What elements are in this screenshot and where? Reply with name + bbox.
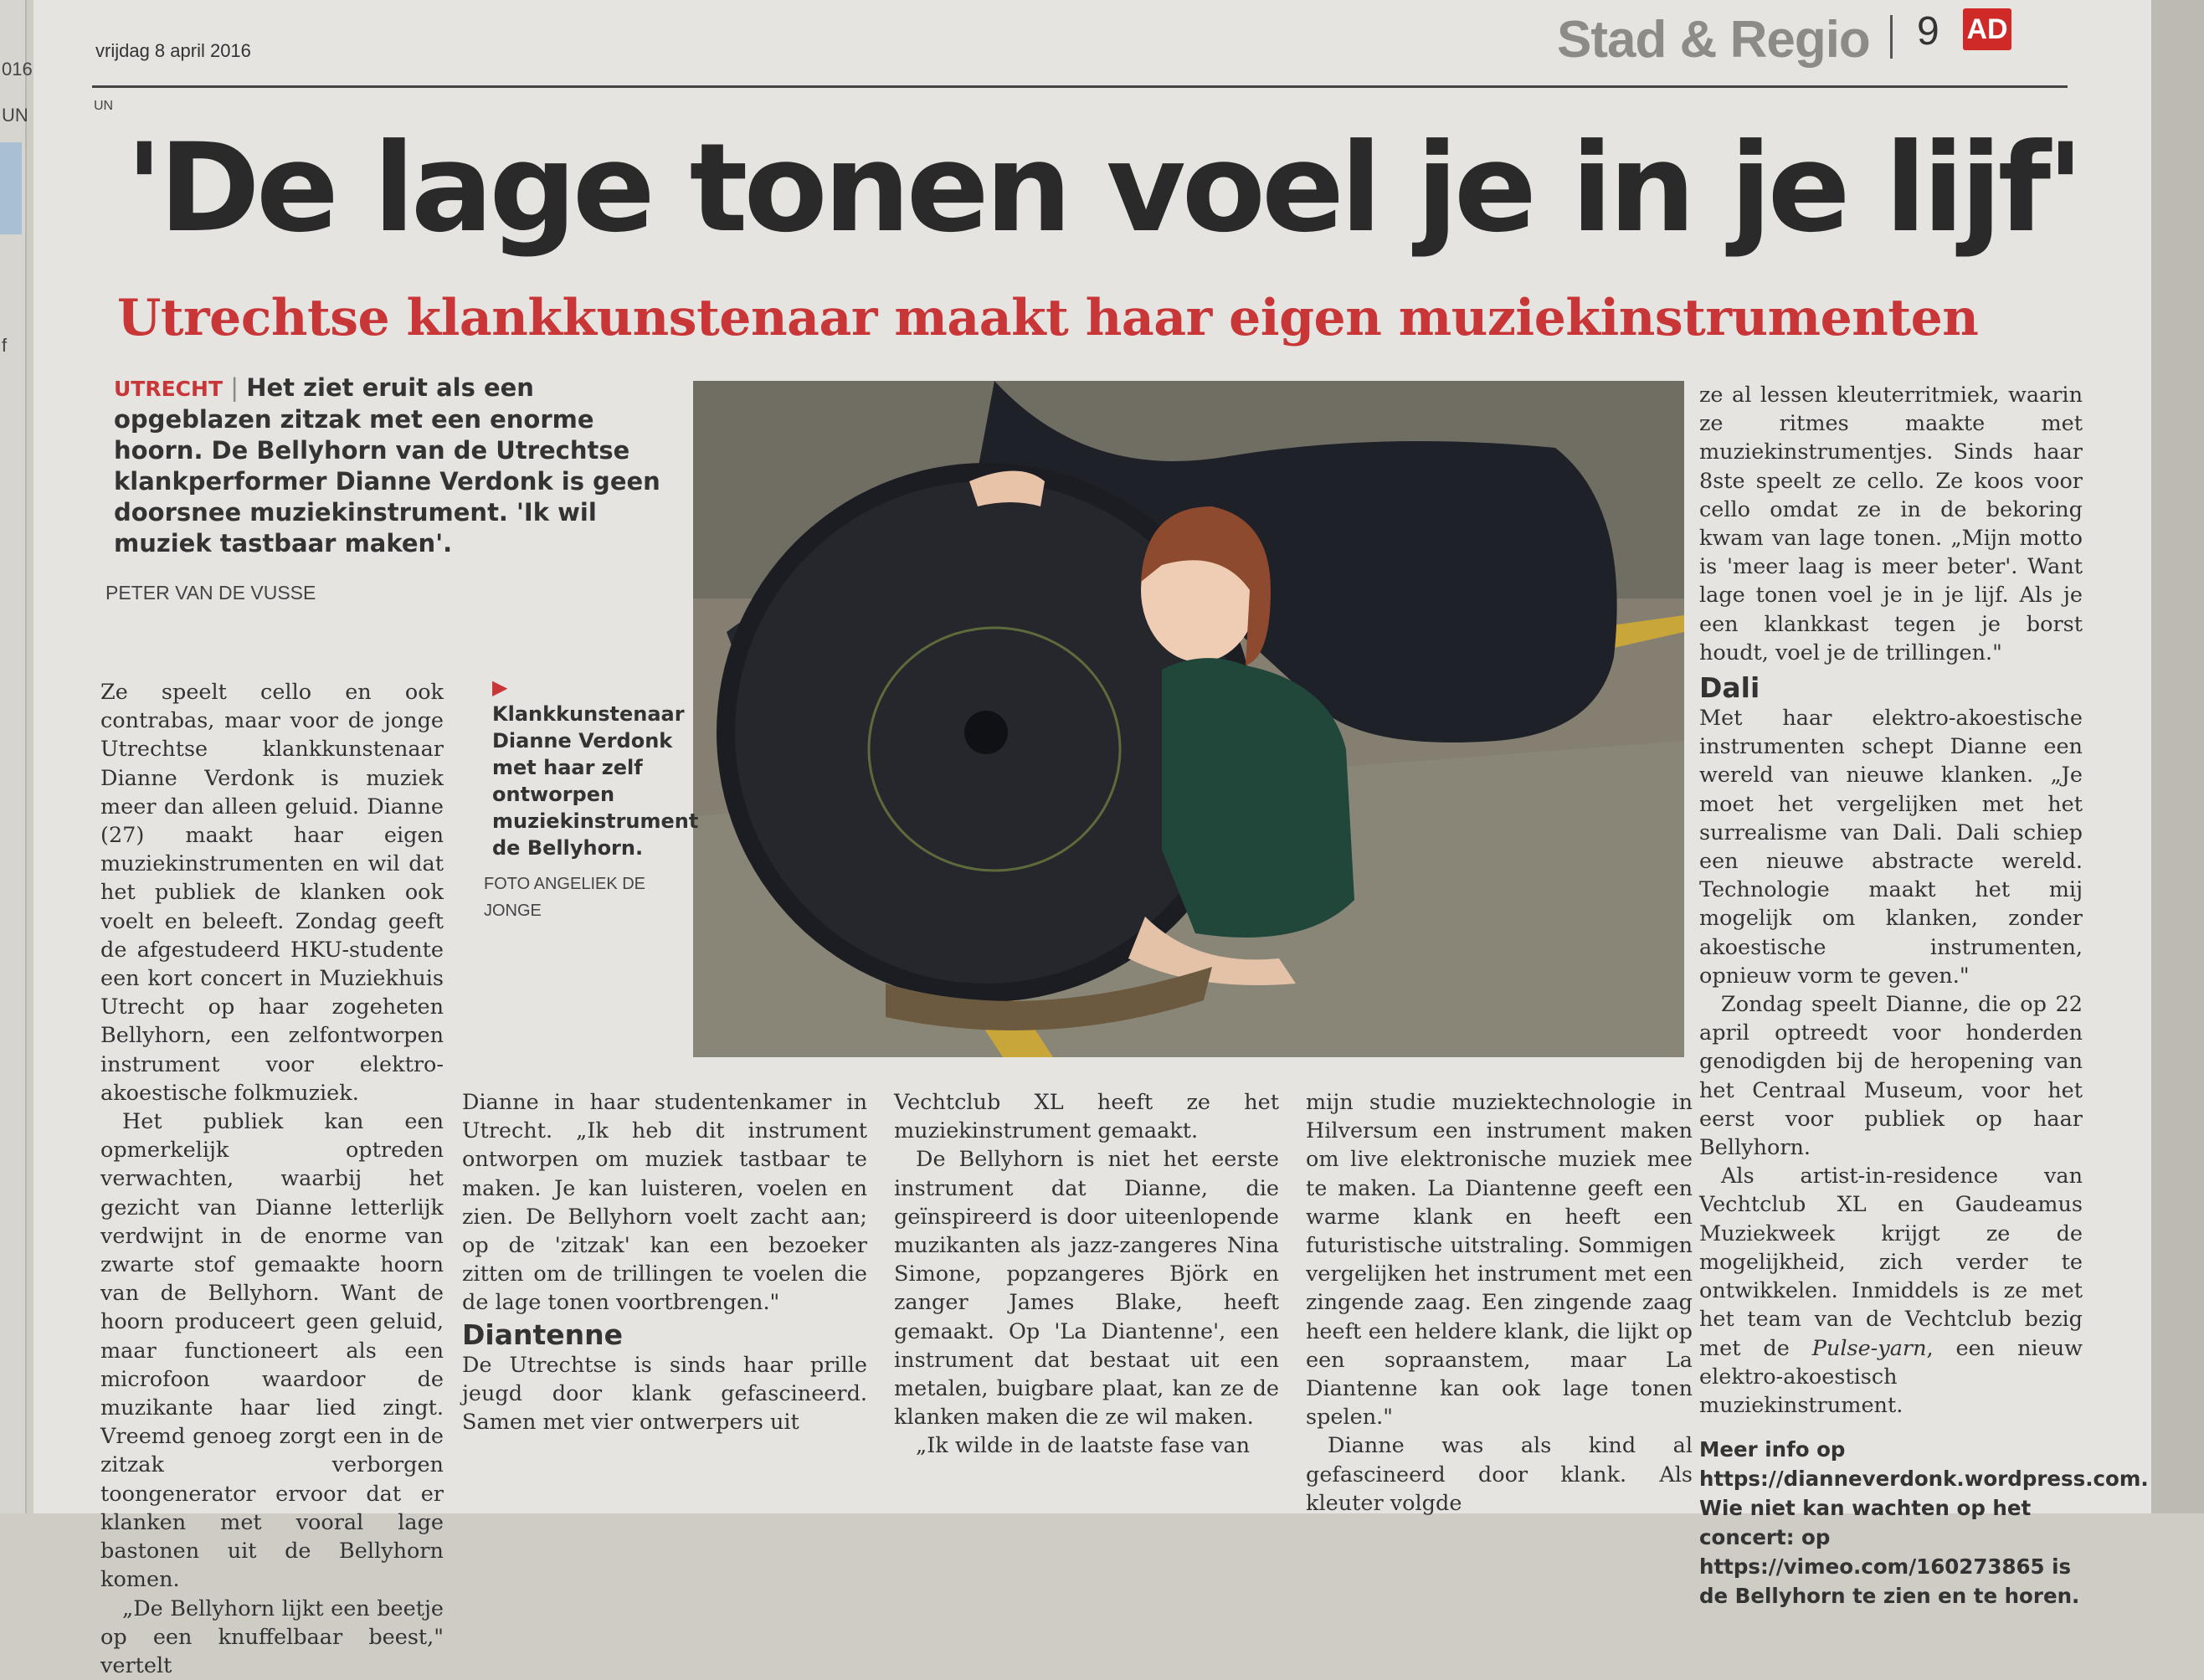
article-photo bbox=[693, 381, 1684, 1057]
paragraph: De Bellyhorn is niet het eerste instrument dat Dianne, die geïnspireerd is door uiteenlopende muzikanten als jazz-zangeres Nina Simone, popzangeres Björk en zanger James Blake, heeft gemaakt. Op 'La Diantenne', een instrument dat bestaat uit een metalen, buigbare plaat, kan ze de klanken maken die ze wil maken. bbox=[894, 1145, 1279, 1431]
header-rule bbox=[92, 85, 2068, 88]
article-column-3 bbox=[894, 1088, 1279, 1461]
article-intro bbox=[114, 372, 675, 559]
edge-letter-fragment: f bbox=[2, 335, 7, 357]
paragraph bbox=[1699, 1162, 2083, 1420]
paragraph: Zondag speelt Dianne, die op 22 april optreedt voor honderden genodigden bij de heropening van het Centraal Museum, voor het eerst voor publiek op haar Bellyhorn. bbox=[1699, 990, 2083, 1162]
subheading-diantenne: Diantenne bbox=[462, 1319, 867, 1351]
header-divider bbox=[1890, 15, 1893, 59]
paragraph: Met haar elektro-akoestische instrumenten schept Dianne een wereld van nieuwe klanken. „Je moet het vergelijken met het surrealisme van Dali. Dali schiep een nieuwe abstracte wereld. Technologie maakt het mij mogelijk om klanken, zonder akoestische instrumenten, opnieuw vorm te geven." bbox=[1699, 704, 2083, 990]
caption-text: Klankkunstenaar Dianne Verdonk met haar zelf ontworpen muziekinstrument de Bellyhorn. bbox=[492, 702, 698, 860]
more-info-box: Meer info op https://dianneverdonk.wordpress.com. Wie niet kan wachten op het concert: op https://vimeo.com/160273865 is de Bellyhorn te zien en te horen. bbox=[1699, 1435, 2083, 1611]
issue-date: vrijdag 8 april 2016 bbox=[95, 40, 251, 62]
edge-year-fragment: 016 bbox=[2, 59, 33, 80]
paragraph: „Ik wilde in de laatste fase van bbox=[894, 1431, 1279, 1460]
article-column-1 bbox=[100, 678, 444, 1680]
dateline-separator: | bbox=[223, 373, 246, 402]
caption-arrow-icon: ▶ bbox=[492, 676, 507, 699]
previous-page-edge bbox=[0, 0, 27, 1513]
paragraph: Ze speelt cello en ook contrabas, maar voor de jonge Utrechtse klankkunstenaar Dianne Verdonk is muziek meer dan alleen geluid. Dianne (27) maakt haar eigen muziekinstrumenten en wil dat het publiek de klanken ook voelt en beleeft. Zondag geeft de afgestudeerd HKU-studente een kort concert in Muziekhuis Utrecht op haar zogeheten Bellyhorn, een zelfontworpen instrument voor elektro-akoestische folkmuziek. bbox=[100, 678, 444, 1107]
page-number: 9 bbox=[1917, 8, 1939, 54]
article-column-5 bbox=[1699, 381, 2083, 1611]
byline: PETER VAN DE VUSSE bbox=[105, 582, 316, 604]
article-headline: 'De lage tonen voel je in je lijf' bbox=[126, 117, 2080, 259]
article-subheadline: Utrechtse klankkunstenaar maakt haar eigen muziekinstrumenten bbox=[117, 289, 1978, 347]
paragraph: ze al lessen kleuterritmiek, waarin ze ritmes maakte met muziekinstrumentjes. Sinds haar 8ste speelt ze cello. Ze koos voor cello omdat ze in de bekoring kwam van lage tonen. „Mijn motto is 'meer laag is meer beter'. Want lage tonen voel je in je lijf. Als je een klankkast tegen je borst houdt, voel je de trillingen." bbox=[1699, 381, 2083, 667]
paragraph: Dianne in haar studentenkamer in Utrecht. „Ik heb dit instrument ontworpen om muziek tastbaar te maken. Je kan luisteren, voelen en zien. De Bellyhorn voelt zacht aan; op de 'zitzak' kan een bezoeker zitten om de trillingen te voelen die de lage tonen voortbrengen." bbox=[462, 1088, 867, 1318]
paragraph-text: , een nieuw elektro-akoestisch muziekinstrument. bbox=[1699, 1336, 2083, 1418]
edge-edition-fragment: UN bbox=[2, 105, 28, 126]
edition-code: UN bbox=[94, 99, 113, 114]
paragraph: „De Bellyhorn lijkt een beetje op een knuffelbaar beest," vertelt bbox=[100, 1595, 444, 1680]
dateline: UTRECHT bbox=[114, 377, 223, 401]
subheading-dali: Dali bbox=[1699, 672, 2083, 704]
edge-blue-strip bbox=[0, 142, 22, 234]
article-column-2 bbox=[462, 1088, 867, 1436]
paragraph-text: Als artist-in-residence van Vechtclub XL en Gaudeamus Muziekweek krijgt ze de mogelijkheid, zich verder te ontwikkelen. Inmiddels is ze met het team van de Vechtclub bezig met de bbox=[1699, 1164, 2083, 1360]
photo-caption bbox=[492, 674, 685, 861]
paragraph: Vechtclub XL heeft ze het muziekinstrument gemaakt. bbox=[894, 1088, 1279, 1145]
pulse-yarn-name: Pulse-yarn bbox=[1812, 1336, 1927, 1361]
bellyhorn-photo-illustration bbox=[693, 381, 1684, 1057]
paragraph: De Utrechtse is sinds haar prille jeugd door klank gefascineerd. Samen met vier ontwerpers uit bbox=[462, 1351, 867, 1437]
newspaper-logo: AD bbox=[1963, 8, 2011, 50]
photo-credit: FOTO ANGELIEK DE JONGE bbox=[484, 871, 676, 924]
article-column-4 bbox=[1306, 1088, 1693, 1518]
intro-text: Het ziet eruit als een opgeblazen zitzak met een enorme hoorn. De Bellyhorn van de Utrechtse klankperformer Dianne Verdonk is geen doorsnee muziekinstrument. 'Ik wil muziek tastbaar maken'. bbox=[114, 373, 660, 557]
paragraph: mijn studie muziektechnologie in Hilversum een instrument maken om live elektronische muziek mee te maken. La Diantenne geeft een warme klank en heeft een futuristische uitstraling. Sommigen vergelijken het instrument met een zingende zaag. Een zingende zaag heeft een heldere klank, die lijkt op een sopraanstem, maar La Diantenne kan ook lage tonen spelen." bbox=[1306, 1088, 1693, 1431]
paragraph: Het publiek kan een opmerkelijk optreden verwachten, waarbij het gezicht van Dianne letterlijk verdwijnt in de enorme van zwarte stof gemaakte hoorn van de Bellyhorn. Want de hoorn produceert geen geluid, maar functioneert als een microfoon waardoor de muzikante haar lied zingt. Vreemd genoeg zorgt een in de zitzak verborgen toongenerator ervoor dat er klanken met vooral lage bastonen uit de Bellyhorn komen. bbox=[100, 1107, 444, 1594]
page-shadow bbox=[2151, 0, 2204, 1513]
section-title: Stad & Regio bbox=[1557, 10, 1870, 69]
paragraph: Dianne was als kind al gefascineerd door klank. Als kleuter volgde bbox=[1306, 1431, 1693, 1518]
